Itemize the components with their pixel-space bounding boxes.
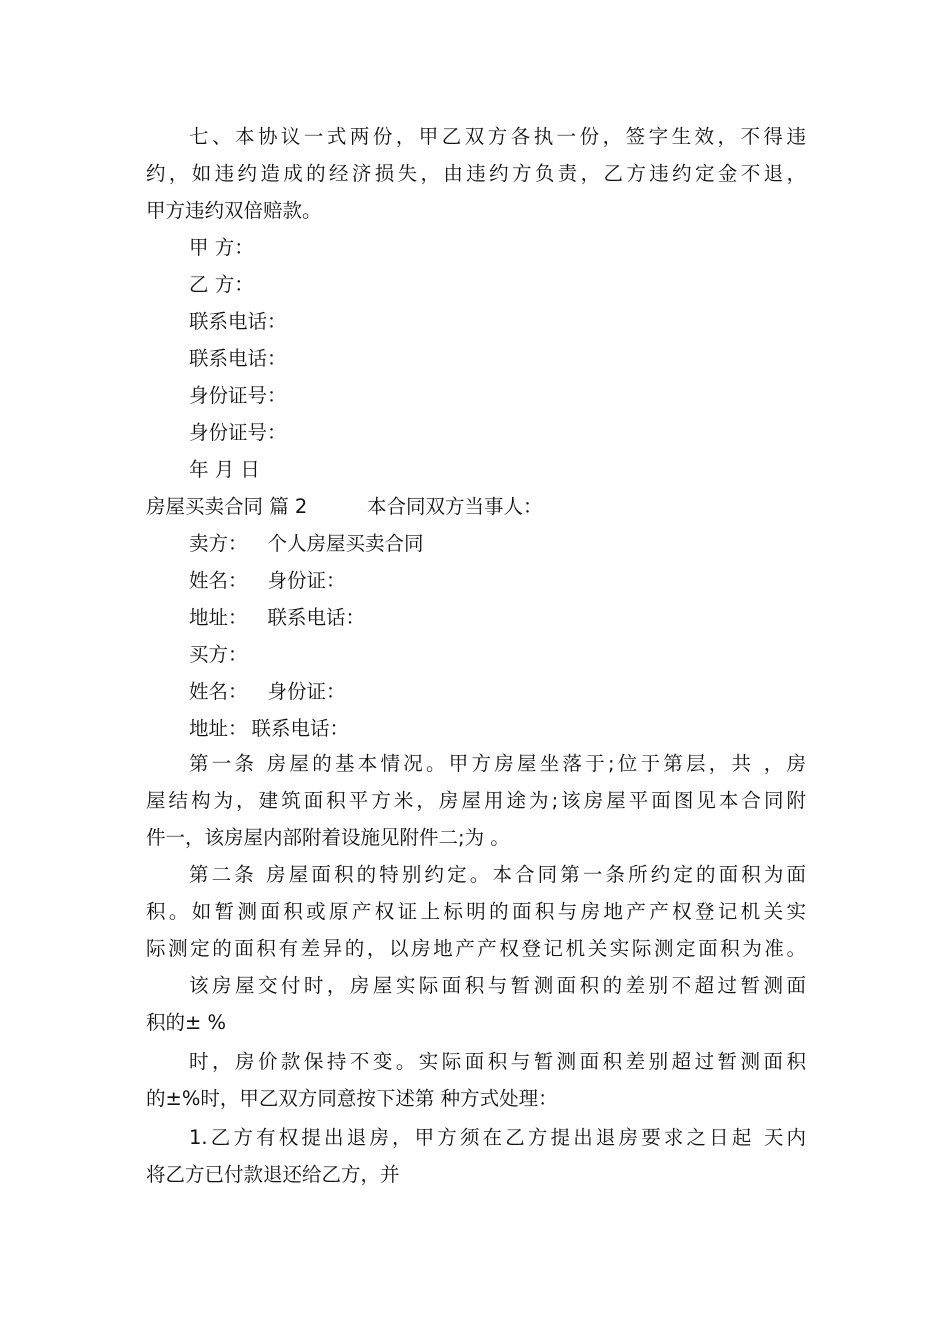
buyer-address-label: 地址： <box>189 717 248 740</box>
id-a-label: 身份证号： <box>189 384 287 407</box>
phone-b-label: 联系电话： <box>189 347 287 370</box>
seller-line <box>189 525 424 562</box>
seller-name-label: 姓名： <box>189 569 248 592</box>
delivery-line-1: 该房屋交付时，房屋实际面积与暂测面积的差别不超过暂测面 <box>189 974 806 997</box>
delivery-line-2: 积的± % <box>146 1011 227 1034</box>
seller-id-label: 身份证： <box>267 569 346 592</box>
buyer-name-label: 姓名： <box>189 680 248 703</box>
article-1-line-1: 第一条 房屋的基本情况。甲方房屋坐落于;位于第层，共 ，房 <box>189 752 806 775</box>
price-line-1: 时，房价款保持不变。实际面积与暂测面积差别超过暂测面积 <box>189 1050 806 1073</box>
clause-7-line-1: 七、本协议一式两份，甲乙双方各执一份，签字生效，不得违 <box>189 125 806 148</box>
id-b-label: 身份证号： <box>189 421 287 444</box>
price-line-2: 的±%时，甲乙双方同意按下述第 种方式处理： <box>146 1087 558 1110</box>
buyer-id-label: 身份证： <box>267 680 346 703</box>
article-2-line-3: 际测定的面积有差异的，以房地产产权登记机关实际测定面积为准。 <box>146 937 806 960</box>
buyer-phone-label: 联系电话： <box>251 717 350 740</box>
option-1-line-1: 1.乙方有权提出退房，甲方须在乙方提出退房要求之日起 天内 <box>189 1126 806 1149</box>
article-2-line-1: 第二条 房屋面积的特别约定。本合同第一条所约定的面积为面 <box>189 863 806 886</box>
clause-7-line-2: 约，如违约造成的经济损失，由违约方负责，乙方违约定金不退， <box>146 162 806 185</box>
clause-7-line-3: 甲方违约双倍赔款。 <box>146 199 322 222</box>
section-2-intro: 本合同双方当事人： <box>367 495 543 518</box>
seller-label: 卖方： <box>189 532 248 555</box>
article-1-line-3: 件一，该房屋内部附着设施见附件二;为 。 <box>146 826 510 849</box>
article-2-line-2: 积。如暂测面积或原产权证上标明的面积与房地产产权登记机关实 <box>146 900 806 923</box>
phone-a-label: 联系电话： <box>189 310 287 333</box>
seller-contract-name: 个人房屋买卖合同 <box>267 532 424 555</box>
party-a-label: 甲 方： <box>189 236 254 259</box>
party-b-label: 乙 方： <box>189 273 254 296</box>
seller-address-label: 地址： <box>189 606 248 629</box>
date-label: 年 月 日 <box>189 458 260 481</box>
buyer-label: 买方： <box>189 643 248 666</box>
seller-phone-label: 联系电话： <box>267 606 366 629</box>
seller-address-line <box>189 599 365 636</box>
section-2-title: 房屋买卖合同 篇 2 <box>146 495 308 518</box>
buyer-address-line <box>189 710 349 747</box>
article-1-line-2: 屋结构为，建筑面积平方米，房屋用途为;该房屋平面图见本合同附 <box>146 789 806 812</box>
option-1-line-2: 将乙方已付款退还给乙方，并 <box>146 1163 400 1186</box>
seller-name-line <box>189 562 346 599</box>
buyer-name-line <box>189 673 346 710</box>
